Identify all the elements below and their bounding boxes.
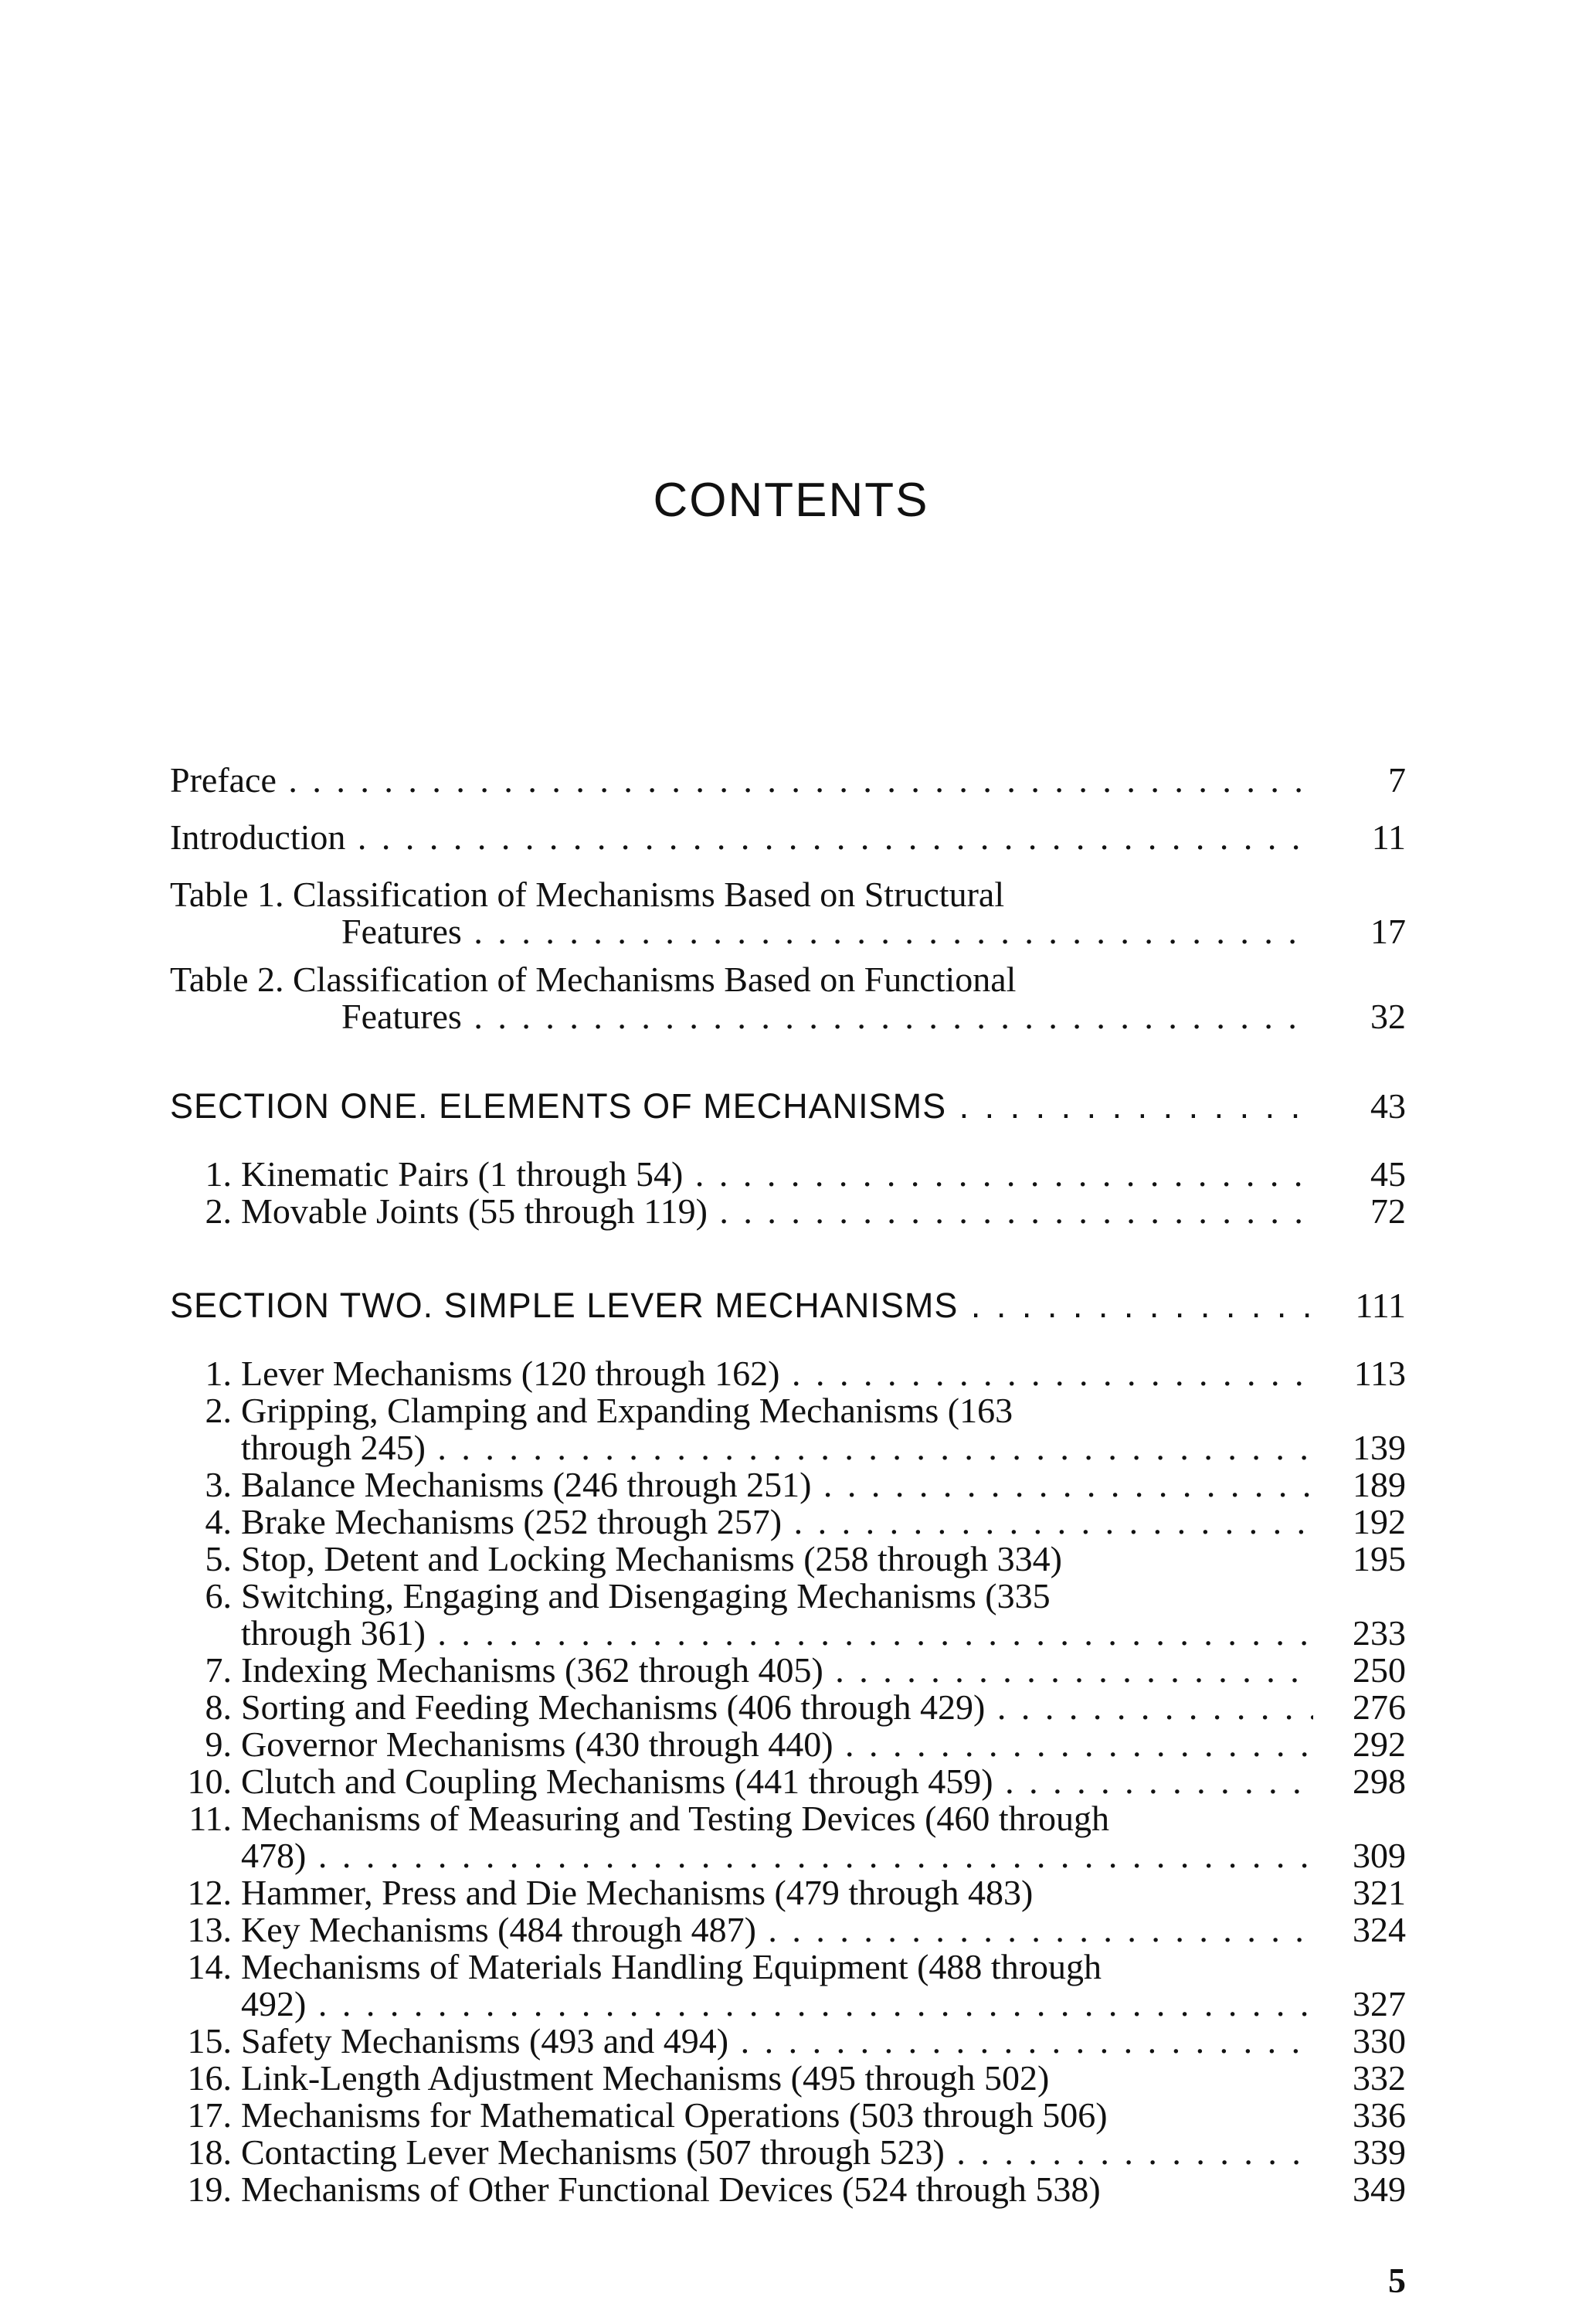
toc-page-number: 7 [1388,760,1406,800]
toc-page-number: 111 [1355,1286,1406,1325]
toc-entry[interactable] [170,2132,1406,2173]
toc-entry[interactable] [170,1910,1406,1950]
toc-entry-label: through 245) . . . [241,1428,1313,1468]
toc-page-number: 233 [1353,1613,1406,1653]
toc-page-number: 321 [1353,1873,1406,1912]
toc-entry-number: 4. [205,1502,232,1541]
toc-page-number: 72 [1370,1191,1406,1231]
toc-entry-label: Hammer, Press and Die Mechanisms (479 through 483) [241,1873,1034,1912]
toc-page-number: 309 [1353,1836,1406,1875]
toc-entry-label: Introduction . . . [170,817,1313,858]
section-heading: SECTION ONE. ELEMENTS OF MECHANISMS . . . [170,1086,1313,1126]
toc-page-number: 330 [1353,2021,1406,2061]
toc-entry-label: Indexing Mechanisms (362 through 405) . . . [241,1650,1313,1690]
toc-entry[interactable] [170,1391,1406,1431]
toc-entry-number: 7. [205,1650,232,1690]
toc-entry[interactable] [170,1947,1406,1987]
toc-page-number: 327 [1353,1984,1406,2023]
toc-entry-label: Movable Joints (55 through 119) . . . [241,1191,1313,1232]
toc-entry[interactable] [170,1154,1406,1194]
toc-section-two-heading[interactable] [170,1286,1406,1326]
toc-entry[interactable] [170,2169,1406,2210]
toc-entry-label: Table 1. Classification of Mechanisms Based on Structural [170,875,1005,914]
toc-entry-number: 17. [187,2095,232,2135]
section-heading: SECTION TWO. SIMPLE LEVER MECHANISMS . . . [170,1286,1313,1326]
toc-page-number: 192 [1353,1502,1406,1541]
toc-entry[interactable] [170,1502,1406,1542]
toc-page-number: 17 [1370,912,1406,951]
toc-page-number: 339 [1353,2132,1406,2172]
toc-entry-number: 18. [187,2132,232,2172]
toc-entry-number: 2. [205,1191,232,1231]
toc-entry-number: 14. [187,1947,232,1986]
toc-entry[interactable] [170,1650,1406,1690]
toc-entry-label: Safety Mechanisms (493 and 494) . . . [241,2021,1313,2061]
toc-entry-number: 16. [187,2058,232,2098]
toc-entry-label: Key Mechanisms (484 through 487) . . . [241,1910,1313,1950]
toc-entry-number: 2. [205,1391,232,1430]
toc-entry[interactable] [170,2021,1406,2061]
toc-page-number: 324 [1353,1910,1406,1949]
toc-entry[interactable] [170,2058,1406,2098]
toc-entry[interactable] [170,2095,1406,2135]
toc-entry-label: Sorting and Feeding Mechanisms (406 through 429) . . . [241,1687,1313,1728]
toc-entry-number: 19. [187,2169,232,2209]
toc-entry-label: Mechanisms of Materials Handling Equipment (488 through [241,1947,1102,1986]
toc-entry-label: Preface . . . [170,760,1313,800]
toc-entry-number: 12. [187,1873,232,1912]
toc-page-number: 113 [1353,1354,1406,1393]
toc-entry[interactable] [170,1576,1406,1616]
toc-entry-label: 478) . . . [241,1836,1313,1876]
toc-entry-label: Features . . . [341,912,1313,952]
toc-entry-number: 1. [205,1154,232,1194]
toc-entry[interactable] [170,1687,1406,1728]
page-title: CONTENTS [653,474,929,527]
toc-section-one-heading[interactable] [170,1086,1406,1126]
toc-entry-introduction[interactable] [170,817,1406,858]
toc-entry-number: 10. [187,1762,232,1801]
toc-entry-label: Lever Mechanisms (120 through 162) . . . [241,1354,1313,1394]
toc-page-number: 195 [1353,1539,1406,1578]
toc-entry[interactable] [170,1799,1406,1839]
toc-entry-label: Mechanisms of Other Functional Devices (524 through 538) [241,2169,1101,2209]
toc-entry-label: Balance Mechanisms (246 through 251) . . . [241,1465,1313,1505]
toc-page-number: 349 [1353,2169,1406,2209]
toc-entry-table-1-continued[interactable] [170,912,1406,952]
toc-entry-label: Governor Mechanisms (430 through 440) . . . [241,1724,1313,1765]
toc-page-number: 43 [1370,1086,1406,1126]
toc-entry-label: Mechanisms of Measuring and Testing Devices (460 through [241,1799,1109,1838]
toc-entry-continued[interactable] [170,1428,1406,1468]
toc-entry-label: Link-Length Adjustment Mechanisms (495 through 502) [241,2058,1050,2098]
toc-entry-table-1[interactable] [170,875,1406,915]
toc-page-number: 298 [1353,1762,1406,1801]
toc-entry[interactable] [170,1465,1406,1505]
toc-entry-continued[interactable] [170,1613,1406,1653]
toc-entry-number: 11. [188,1799,232,1838]
toc-entry-label: Table 2. Classification of Mechanisms Based on Functional [170,960,1017,999]
toc-entry[interactable] [170,1191,1406,1232]
toc-entry-number: 8. [205,1687,232,1727]
toc-page-number: 189 [1353,1465,1406,1504]
toc-page-number: 332 [1353,2058,1406,2098]
toc-entry-label: Features . . . [341,997,1313,1037]
toc-page-number: 250 [1353,1650,1406,1690]
toc-entry-number: 3. [205,1465,232,1504]
toc-entry-label: Stop, Detent and Locking Mechanisms (258 through 334) [241,1539,1062,1578]
toc-entry-label: 492) . . . [241,1984,1313,2024]
toc-page-number: 139 [1353,1428,1406,1467]
toc-page-number: 276 [1353,1687,1406,1727]
toc-page-number: 292 [1353,1724,1406,1764]
toc-entry-number: 9. [205,1724,232,1764]
toc-entry-number: 15. [187,2021,232,2061]
toc-entry-label: Clutch and Coupling Mechanisms (441 through 459) . . . [241,1762,1313,1802]
toc-entry-continued[interactable] [170,1984,1406,2024]
toc-entry[interactable] [170,1762,1406,1802]
toc-entry[interactable] [170,1539,1406,1579]
toc-page-number: 32 [1370,997,1406,1036]
toc-page-number: 11 [1371,817,1406,857]
toc-entry-label: Gripping, Clamping and Expanding Mechanisms (163 [241,1391,1013,1430]
toc-entry-number: 6. [205,1576,232,1616]
toc-entry-label: Mechanisms for Mathematical Operations (503 through 506) [241,2095,1108,2135]
toc-entry-label: Kinematic Pairs (1 through 54) . . . [241,1154,1313,1194]
toc-entry-table-2-continued[interactable] [170,997,1406,1037]
toc-entry-continued[interactable] [170,1836,1406,1876]
toc-entry[interactable] [170,1724,1406,1765]
toc-entry-number: 13. [187,1910,232,1949]
toc-entry[interactable] [170,1873,1406,1913]
toc-entry-label: Contacting Lever Mechanisms (507 through 523) . . . [241,2132,1313,2173]
toc-page-number: 45 [1370,1154,1406,1194]
toc-entry-number: 5. [205,1539,232,1578]
toc-entry-table-2[interactable] [170,960,1406,1000]
toc-entry-label: Switching, Engaging and Disengaging Mechanisms (335 [241,1576,1051,1616]
toc-entry-label: Brake Mechanisms (252 through 257) . . . [241,1502,1313,1542]
page-number-folio: 5 [1388,2261,1406,2300]
toc-entry-preface[interactable] [170,760,1406,800]
toc-page-number: 336 [1353,2095,1406,2135]
toc-entry-label: through 361) . . . [241,1613,1313,1653]
toc-entry-number: 1. [205,1354,232,1393]
toc-entry[interactable] [170,1354,1406,1394]
